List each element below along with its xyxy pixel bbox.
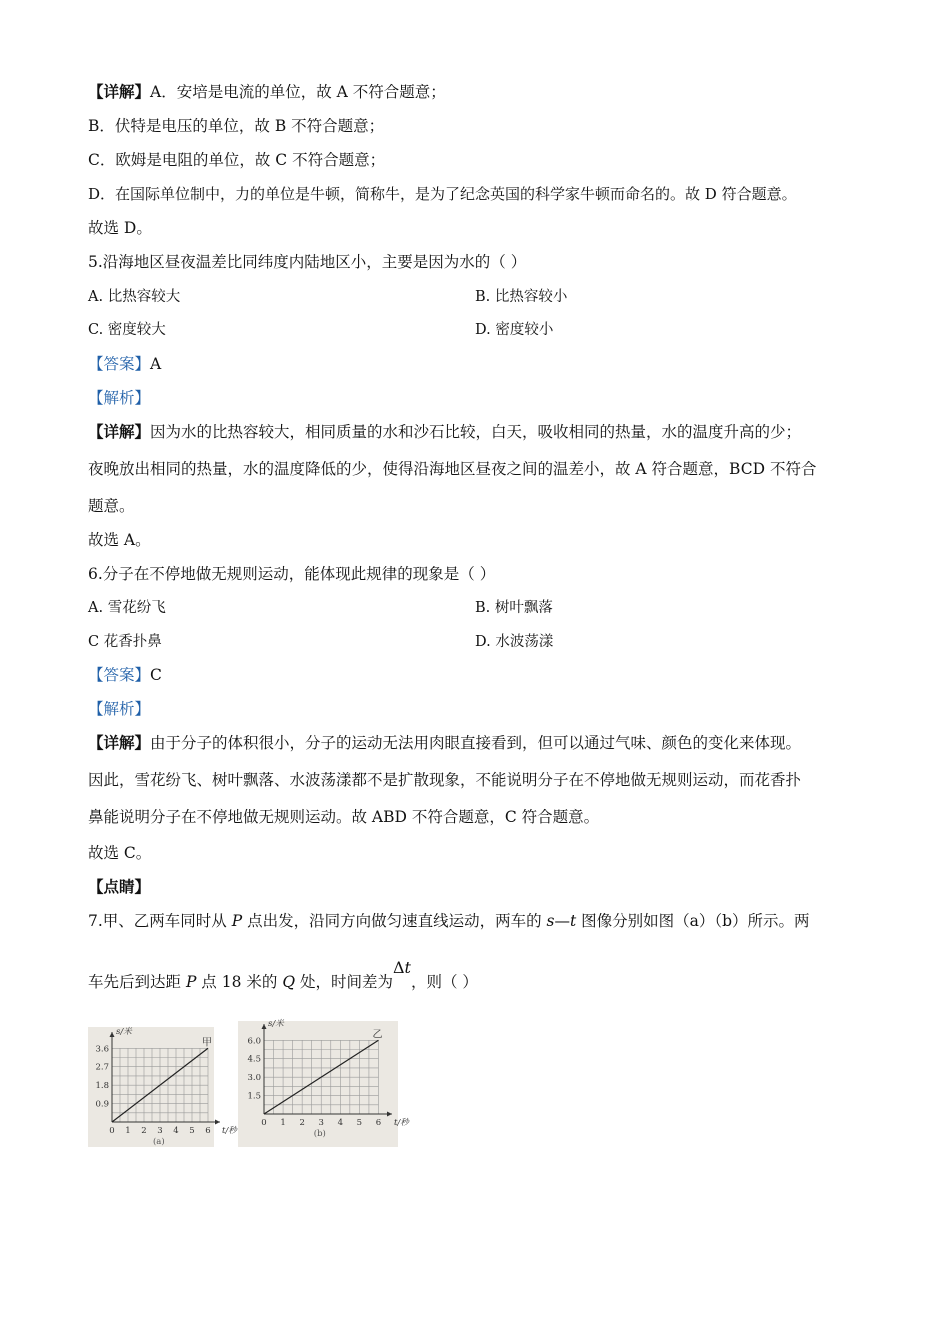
x-tick-label: 0 bbox=[261, 1118, 267, 1128]
q6-option-c: C 花香扑鼻 bbox=[88, 634, 162, 650]
q5-detail-1 bbox=[88, 422, 801, 442]
dash: — bbox=[554, 912, 570, 930]
y-tick-label: 2.7 bbox=[95, 1062, 109, 1073]
q5-option-b: B. 比热容较小 bbox=[475, 289, 568, 305]
stem-text: 车先后到达距 bbox=[88, 973, 186, 991]
delta-t bbox=[393, 958, 411, 977]
q6-comment-tag: 【点睛】 bbox=[88, 877, 151, 896]
answer-value: A bbox=[150, 355, 162, 373]
q5-choose: 故选 A。 bbox=[88, 531, 151, 549]
q7-stem-1 bbox=[88, 911, 810, 931]
y-tick-label: 3.0 bbox=[247, 1073, 261, 1084]
q6-option-b: B. 树叶飘落 bbox=[475, 600, 553, 616]
var-t: t bbox=[404, 958, 411, 977]
q7-stem-2 bbox=[88, 958, 478, 992]
x-tick-label: 3 bbox=[157, 1126, 163, 1136]
var-s: s bbox=[546, 912, 555, 930]
x-tick-label: 4 bbox=[173, 1126, 179, 1136]
q6-choose: 故选 C。 bbox=[88, 844, 152, 862]
y-tick-label: 0.9 bbox=[95, 1099, 109, 1110]
q6-detail-1 bbox=[88, 733, 801, 753]
x-tick-label: 1 bbox=[280, 1118, 286, 1128]
q6-answer bbox=[88, 665, 162, 685]
y-axis-label: s/米 bbox=[268, 1019, 284, 1029]
stem-text: 点 18 米的 bbox=[196, 973, 283, 991]
detail-text: A．安培是电流的单位，故 A 不符合题意； bbox=[150, 83, 446, 101]
answer-tag: 【答案】 bbox=[88, 355, 151, 373]
y-axis-label: s/米 bbox=[116, 1027, 132, 1037]
x-tick-label: 2 bbox=[299, 1118, 305, 1128]
q6-analysis-tag: 【解析】 bbox=[88, 700, 151, 718]
detail-tag: 【详解】 bbox=[88, 82, 151, 101]
x-tick-label: 4 bbox=[337, 1118, 344, 1128]
q5-detail-2: 夜晚放出相同的热量，水的温度降低的少，使得沿海地区昼夜之间的温差小，故 A 符合题意，BCD 不符合 bbox=[88, 460, 817, 478]
q6-detail-2: 因此，雪花纷飞、树叶飘落、水波荡漾都不是扩散现象，不能说明分子在不停地做无规则运动，而花香扑 bbox=[88, 771, 802, 789]
point-q: Q bbox=[282, 973, 296, 991]
q5-answer bbox=[88, 354, 161, 374]
q4-line-b: B．伏特是电压的单位，故 B 不符合题意； bbox=[88, 117, 385, 135]
q6-detail-3: 鼻能说明分子在不停地做无规则运动。故 ABD 不符合题意，C 符合题意。 bbox=[88, 808, 600, 826]
point-p: P bbox=[231, 912, 243, 930]
x-tick-label: 3 bbox=[318, 1118, 324, 1128]
y-tick-label: 6.0 bbox=[247, 1036, 261, 1047]
q5-detail-3: 题意。 bbox=[88, 497, 135, 515]
x-tick-label: 6 bbox=[375, 1118, 382, 1128]
chart-title: 乙 bbox=[372, 1029, 383, 1041]
x-tick-label: 6 bbox=[205, 1126, 211, 1136]
y-tick-label: 4.5 bbox=[247, 1054, 261, 1065]
q6-option-a: A. 雪花纷飞 bbox=[88, 600, 166, 616]
q4-line-d: D．在国际单位制中，力的单位是牛顿，简称牛，是为了纪念英国的科学家牛顿而命名的。故 D 符合题意。 bbox=[88, 185, 797, 203]
x-tick-label: 2 bbox=[141, 1126, 147, 1136]
q5-analysis-tag: 【解析】 bbox=[88, 389, 151, 407]
answer-value: C bbox=[150, 666, 162, 684]
y-tick-label: 1.8 bbox=[95, 1081, 109, 1092]
stem-text: 7.甲、乙两车同时从 bbox=[88, 912, 232, 930]
x-axis-arrow bbox=[215, 1120, 220, 1125]
point-p: P bbox=[185, 973, 197, 991]
detail-tag: 【详解】 bbox=[88, 733, 151, 752]
q6-stem: 6.分子在不停地做无规则运动，能体现此规律的现象是（ ） bbox=[88, 565, 496, 583]
q5-stem: 5.沿海地区昼夜温差比同纬度内陆地区小，主要是因为水的（ ） bbox=[88, 253, 527, 271]
detail-tag: 【详解】 bbox=[88, 422, 151, 441]
answer-tag: 【答案】 bbox=[88, 666, 151, 684]
chart-caption: (b) bbox=[313, 1129, 326, 1139]
chart-caption: (a) bbox=[152, 1137, 165, 1147]
chart-a bbox=[88, 1027, 237, 1147]
q6-option-d: D. 水波荡漾 bbox=[475, 634, 554, 650]
var-t: t bbox=[569, 912, 577, 930]
x-axis-label: t/秒 bbox=[222, 1126, 237, 1136]
x-axis-label: t/秒 bbox=[394, 1118, 409, 1128]
q4-line-c: C．欧姆是电阻的单位，故 C 不符合题意； bbox=[88, 151, 386, 169]
stem-text: ，则（ ） bbox=[410, 973, 478, 991]
delta-symbol: Δ bbox=[392, 958, 405, 977]
stem-text: 图像分别如图（a）（b）所示。两 bbox=[576, 912, 810, 930]
detail-text: 由于分子的体积很小，分子的运动无法用肉眼直接看到，但可以通过气味、颜色的变化来体现。 bbox=[150, 734, 802, 752]
q5-option-a: A. 比热容较大 bbox=[88, 289, 181, 305]
x-tick-label: 1 bbox=[125, 1126, 131, 1136]
y-tick-label: 3.6 bbox=[95, 1044, 109, 1055]
q4-detail-a bbox=[88, 82, 446, 102]
stem-text: 点出发，沿同方向做匀速直线运动，两车的 bbox=[242, 912, 547, 930]
detail-text: 因为水的比热容较大，相同质量的水和沙石比较，白天，吸收相同的热量，水的温度升高的少； bbox=[150, 423, 802, 441]
chart-b bbox=[238, 1019, 409, 1147]
chart-title: 甲 bbox=[202, 1037, 212, 1049]
q5-option-c: C. 密度较大 bbox=[88, 322, 166, 338]
q5-option-d: D. 密度较小 bbox=[475, 322, 554, 338]
y-tick-label: 1.5 bbox=[247, 1091, 261, 1102]
x-tick-label: 5 bbox=[189, 1126, 195, 1136]
q4-choose: 故选 D。 bbox=[88, 219, 152, 237]
stem-text: 处，时间差为 bbox=[295, 973, 393, 991]
x-tick-label: 5 bbox=[356, 1118, 363, 1128]
x-tick-label: 0 bbox=[109, 1126, 115, 1136]
